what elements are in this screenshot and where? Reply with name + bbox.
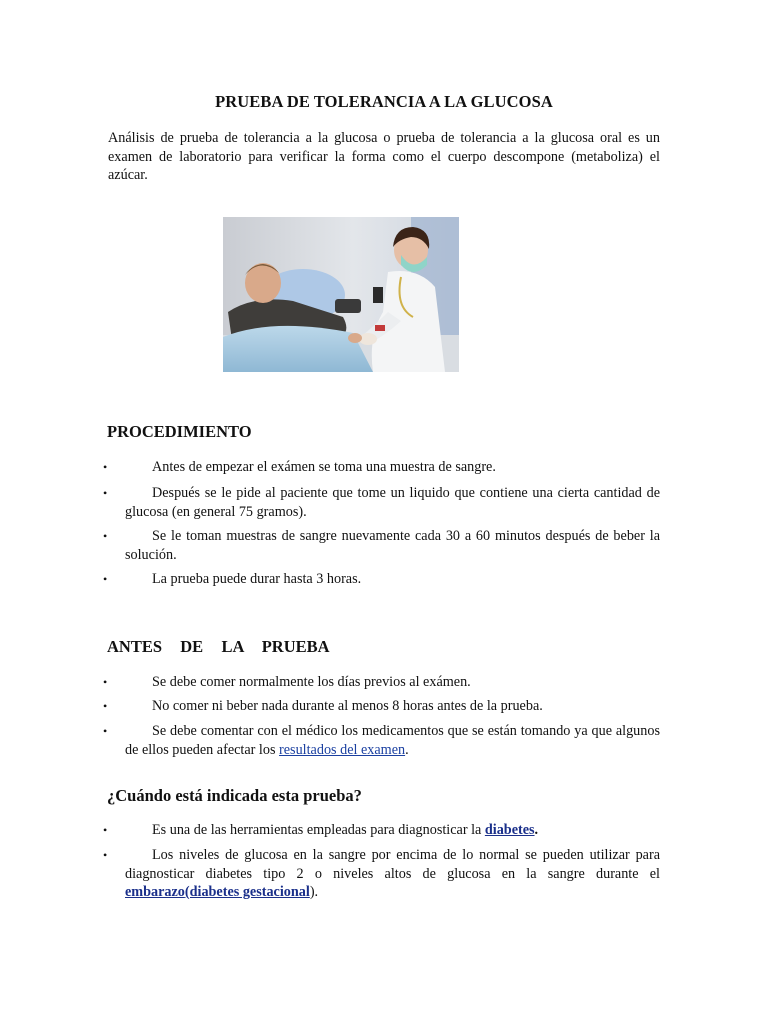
link-embarazo[interactable]: embarazo (125, 884, 185, 900)
list-item: • Se le toman muestras de sangre nuevamente cada 30 a 60 minutos después de beber la solución. (103, 528, 660, 563)
bullet-icon: • (103, 486, 108, 500)
intro-paragraph: Análisis de prueba de tolerancia a la glucosa o prueba de tolerancia a la glucosa oral es un examen de laboratorio para verificar la forma como el cuerpo descompone (metaboliza) el azúcar. (108, 130, 660, 183)
bullet-icon: • (103, 675, 108, 689)
bullet-icon: • (103, 724, 108, 738)
bullet-icon: • (103, 848, 108, 862)
section-heading-procedimiento: PROCEDIMIENTO (107, 422, 252, 441)
bullet-icon: • (103, 529, 108, 543)
list-item: • Después se le pide al paciente que tome un liquido que contiene una cierta cantidad de glucosa (en general 75 gramos). (103, 485, 660, 520)
bullet-icon: • (103, 460, 108, 474)
bullet-icon: • (103, 823, 108, 837)
section-heading-antes: ANTES DE LA PRUEBA (107, 637, 330, 656)
link-diabetes[interactable]: diabetes (484, 822, 535, 838)
bullet-icon: • (103, 699, 108, 713)
section-heading-cuando: ¿Cuándo está indicada esta prueba? (107, 786, 362, 805)
list-item: • Es una de las herramientas empleadas para diagnosticar la diabetes. (103, 822, 539, 838)
list-item: • Se debe comer normalmente los días previos al exámen. (103, 674, 471, 690)
bullet-icon: • (103, 572, 108, 586)
link-diabetes-gestacional[interactable]: (diabetes gestacional (184, 884, 310, 900)
list-item: • No comer ni beber nada durante al menos 8 horas antes de la prueba. (103, 698, 543, 714)
list-item: • Se debe comentar con el médico los medicamentos que se están tomando ya que algunos de ellos pueden afectar los resultados del examen. (103, 723, 660, 758)
link-resultados-del-examen[interactable]: resultados del examen (279, 741, 406, 758)
list-item: • Antes de empezar el exámen se toma una muestra de sangre. (103, 459, 496, 475)
list-item: • La prueba puede durar hasta 3 horas. (103, 571, 362, 587)
list-item: • Los niveles de glucosa en la sangre por encima de lo normal se pueden utilizar para diagnosticar diabetes tipo 2 o niveles altos de glucosa en la sangre durante el embarazo(diabetes gestacional). (103, 847, 660, 900)
page-title: PRUEBA DE TOLERANCIA A LA GLUCOSA (215, 92, 553, 111)
patient-nurse-photo (223, 217, 459, 372)
